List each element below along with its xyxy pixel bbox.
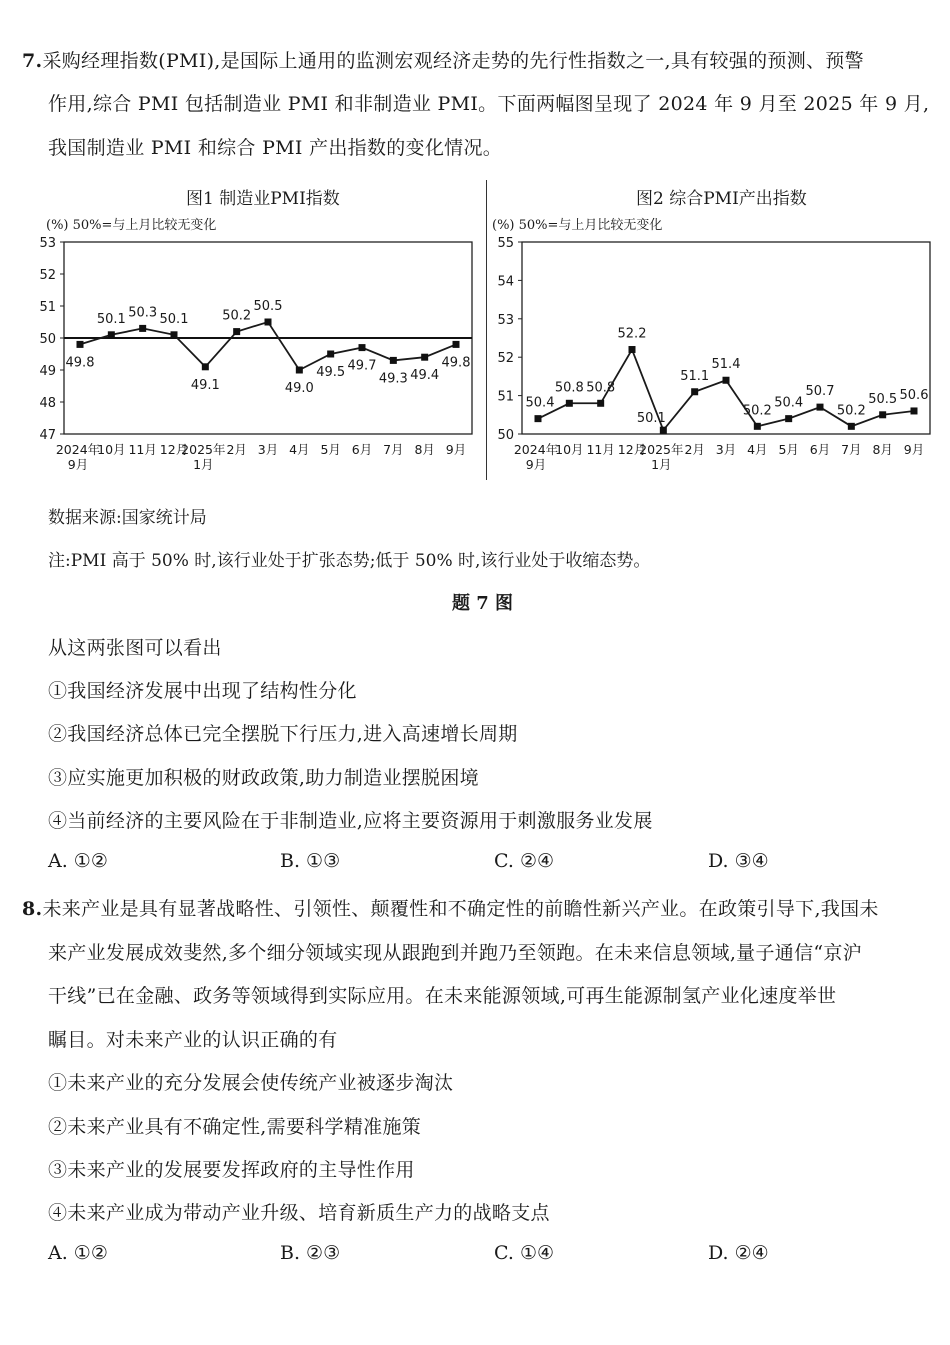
data-label: 50.2 <box>836 403 866 419</box>
data-label: 50.6 <box>899 387 929 403</box>
data-point <box>77 341 84 348</box>
data-label: 51.1 <box>680 368 710 384</box>
x-tick-label: 5月 <box>778 442 799 457</box>
q8-option-d[interactable]: D. ②④ <box>708 1242 769 1264</box>
data-point <box>108 331 115 338</box>
data-label: 49.0 <box>284 381 314 396</box>
y-tick-label: 49 <box>39 364 56 379</box>
x-tick-label: 2025年 <box>181 442 226 457</box>
x-tick-label: 8月 <box>872 442 893 457</box>
y-tick-label: 52 <box>39 268 56 283</box>
x-tick-label: 2月 <box>226 442 247 457</box>
figure-caption: 题 7 图 <box>452 593 514 614</box>
q7-text-1: 采购经理指数(PMI),是国际上通用的监测宏观经济走势的先行性指数之一,具有较强的预测、预警 <box>42 50 864 72</box>
chart1-title: 图1 制造业PMI指数 <box>186 189 340 209</box>
data-point <box>265 319 272 326</box>
data-label: 50.4 <box>525 395 555 411</box>
data-point <box>754 423 761 430</box>
q8-option-a[interactable]: A. ①② <box>48 1242 108 1264</box>
data-label: 51.4 <box>711 357 741 373</box>
q7-number: 7. <box>22 50 43 72</box>
data-point <box>785 415 792 422</box>
data-point <box>723 377 730 384</box>
q7-line-3: 我国制造业 PMI 和综合 PMI 产出指数的变化情况。 <box>48 137 503 159</box>
x-tick-label: 7月 <box>383 442 404 457</box>
q7-option-b[interactable]: B. ①③ <box>280 850 341 872</box>
q8-line-3: 干线”已在金融、政务等领域得到实际应用。在未来能源领域,可再生能源制氢产业化速度举世 <box>48 985 837 1007</box>
q7-option-a[interactable]: A. ①② <box>48 850 108 872</box>
q7-statement-1: ①我国经济发展中出现了结构性分化 <box>48 680 357 702</box>
data-point <box>453 341 460 348</box>
x-tick-label: 12月 <box>159 442 189 457</box>
x-tick-label: 9月 <box>445 442 467 457</box>
q8-statement-2: ②未来产业具有不确定性,需要科学精准施策 <box>48 1116 422 1138</box>
x-tick-label: 9月 <box>525 457 547 472</box>
y-tick-label: 55 <box>497 236 514 251</box>
data-point <box>597 400 604 407</box>
x-tick-label: 11月 <box>128 442 157 457</box>
data-label: 50.1 <box>96 311 126 327</box>
data-point <box>848 423 855 430</box>
x-tick-label: 6月 <box>351 442 373 457</box>
x-tick-label: 2025年 <box>639 442 684 457</box>
data-label: 50.1 <box>636 411 666 427</box>
data-point <box>566 400 573 407</box>
q7-option-d[interactable]: D. ③④ <box>708 850 769 872</box>
x-tick-label: 3月 <box>257 442 279 457</box>
data-label: 49.1 <box>190 377 220 393</box>
data-point <box>817 404 824 411</box>
data-point <box>296 367 303 374</box>
q8-number: 8. <box>22 898 43 920</box>
x-tick-label: 3月 <box>715 442 737 457</box>
data-point <box>359 344 366 351</box>
data-point <box>233 328 240 335</box>
y-tick-label: 51 <box>39 300 56 315</box>
q8-line-2: 来产业发展成效斐然,多个细分领域实现从跟跑到并跑乃至领跑。在未来信息领域,量子通信“京沪 <box>48 942 862 964</box>
q8-statement-1: ①未来产业的充分发展会使传统产业被逐步淘汰 <box>48 1072 454 1094</box>
data-label: 50.2 <box>742 403 772 419</box>
data-point <box>911 407 918 414</box>
q8-statement-4: ④未来产业成为带动产业升级、培育新质生产力的战略支点 <box>48 1202 550 1224</box>
y-tick-label: 53 <box>39 236 56 251</box>
q7-stem: 从这两张图可以看出 <box>48 637 222 659</box>
x-tick-label: 5月 <box>320 442 341 457</box>
data-point <box>879 411 886 418</box>
data-label: 49.8 <box>65 355 95 371</box>
y-tick-label: 52 <box>497 351 514 367</box>
q7-statement-2: ②我国经济总体已完全摆脱下行压力,进入高速增长周期 <box>48 723 518 745</box>
data-label: 49.8 <box>441 355 471 371</box>
q7-statement-3: ③应实施更加积极的财政政策,助力制造业摆脱困境 <box>48 767 479 789</box>
q7-line-1 <box>22 46 864 73</box>
x-tick-label: 6月 <box>809 442 831 457</box>
data-label: 50.8 <box>554 380 584 396</box>
x-tick-label: 4月 <box>289 442 310 457</box>
data-source: 数据来源:国家统计局 <box>48 508 207 528</box>
data-label: 49.3 <box>378 371 408 387</box>
data-label: 50.1 <box>159 311 189 327</box>
q8-statement-3: ③未来产业的发展要发挥政府的主导性作用 <box>48 1159 415 1181</box>
x-tick-label: 4月 <box>747 442 768 457</box>
x-tick-label: 8月 <box>414 442 435 457</box>
x-tick-label: 2024年 <box>513 442 559 457</box>
data-point <box>691 388 698 395</box>
data-point <box>327 351 334 358</box>
x-tick-label: 10月 <box>555 442 584 457</box>
q7-statement-4: ④当前经济的主要风险在于非制造业,应将主要资源用于刺激服务业发展 <box>48 810 653 832</box>
data-label: 50.4 <box>774 395 804 411</box>
x-tick-label: 10月 <box>97 442 126 457</box>
data-point <box>202 363 209 370</box>
q7-option-c[interactable]: C. ②④ <box>494 850 555 872</box>
x-tick-label: 12月 <box>617 442 647 457</box>
y-tick-label: 54 <box>497 274 514 290</box>
y-tick-label: 48 <box>39 396 56 411</box>
q8-line-4: 瞩目。对未来产业的认识正确的有 <box>48 1029 338 1051</box>
data-point <box>390 357 397 364</box>
data-point <box>660 427 667 434</box>
x-tick-label: 2月 <box>684 442 705 457</box>
data-point <box>421 354 428 361</box>
q7-line-2: 作用,综合 PMI 包括制造业 PMI 和非制造业 PMI。下面两幅图呈现了 2024 年 9 月至 2025 年 9 月, <box>48 93 930 115</box>
chart1 <box>30 230 482 480</box>
data-label: 50.7 <box>805 384 835 400</box>
chart1-unit-note: (%) 50%=与上月比较无变化 <box>46 218 217 233</box>
x-tick-label: 9月 <box>903 442 925 457</box>
y-tick-label: 50 <box>497 428 514 443</box>
data-label: 52.2 <box>617 326 647 342</box>
data-point <box>139 325 146 332</box>
y-tick-label: 53 <box>497 312 514 328</box>
q8-option-b[interactable]: B. ②③ <box>280 1242 341 1264</box>
y-tick-label: 47 <box>39 428 56 443</box>
series-line <box>80 322 456 370</box>
data-label: 50.5 <box>253 299 283 314</box>
data-point <box>535 415 542 422</box>
chart-note: 注:PMI 高于 50% 时,该行业处于扩张态势;低于 50% 时,该行业处于收缩态势。 <box>48 551 651 571</box>
x-tick-label: 1月 <box>651 457 672 472</box>
chart2-unit-note: (%) 50%=与上月比较无变化 <box>492 218 663 233</box>
data-label: 50.2 <box>222 308 252 324</box>
x-tick-label: 9月 <box>67 457 89 472</box>
x-tick-label: 1月 <box>193 457 214 472</box>
data-label: 49.7 <box>347 358 377 374</box>
q8-text-1: 未来产业是具有显著战略性、引领性、颠覆性和不确定性的前瞻性新兴产业。在政策引导下,我国未 <box>42 898 879 920</box>
y-tick-label: 51 <box>497 389 514 405</box>
chart2-title: 图2 综合PMI产出指数 <box>636 189 807 209</box>
data-point <box>171 331 178 338</box>
x-tick-label: 2024年 <box>55 442 101 457</box>
data-label: 49.4 <box>410 368 440 384</box>
q8-option-c[interactable]: C. ①④ <box>494 1242 555 1264</box>
x-tick-label: 7月 <box>841 442 862 457</box>
data-label: 49.5 <box>316 365 346 380</box>
y-tick-label: 50 <box>39 332 56 347</box>
x-tick-label: 11月 <box>586 442 615 457</box>
chart2 <box>488 230 940 480</box>
data-point <box>629 346 636 353</box>
chart-divider <box>486 180 487 480</box>
q8-line-1 <box>22 894 879 921</box>
data-label: 50.3 <box>128 305 158 321</box>
data-label: 50.8 <box>586 380 616 396</box>
data-label: 50.5 <box>868 391 898 407</box>
